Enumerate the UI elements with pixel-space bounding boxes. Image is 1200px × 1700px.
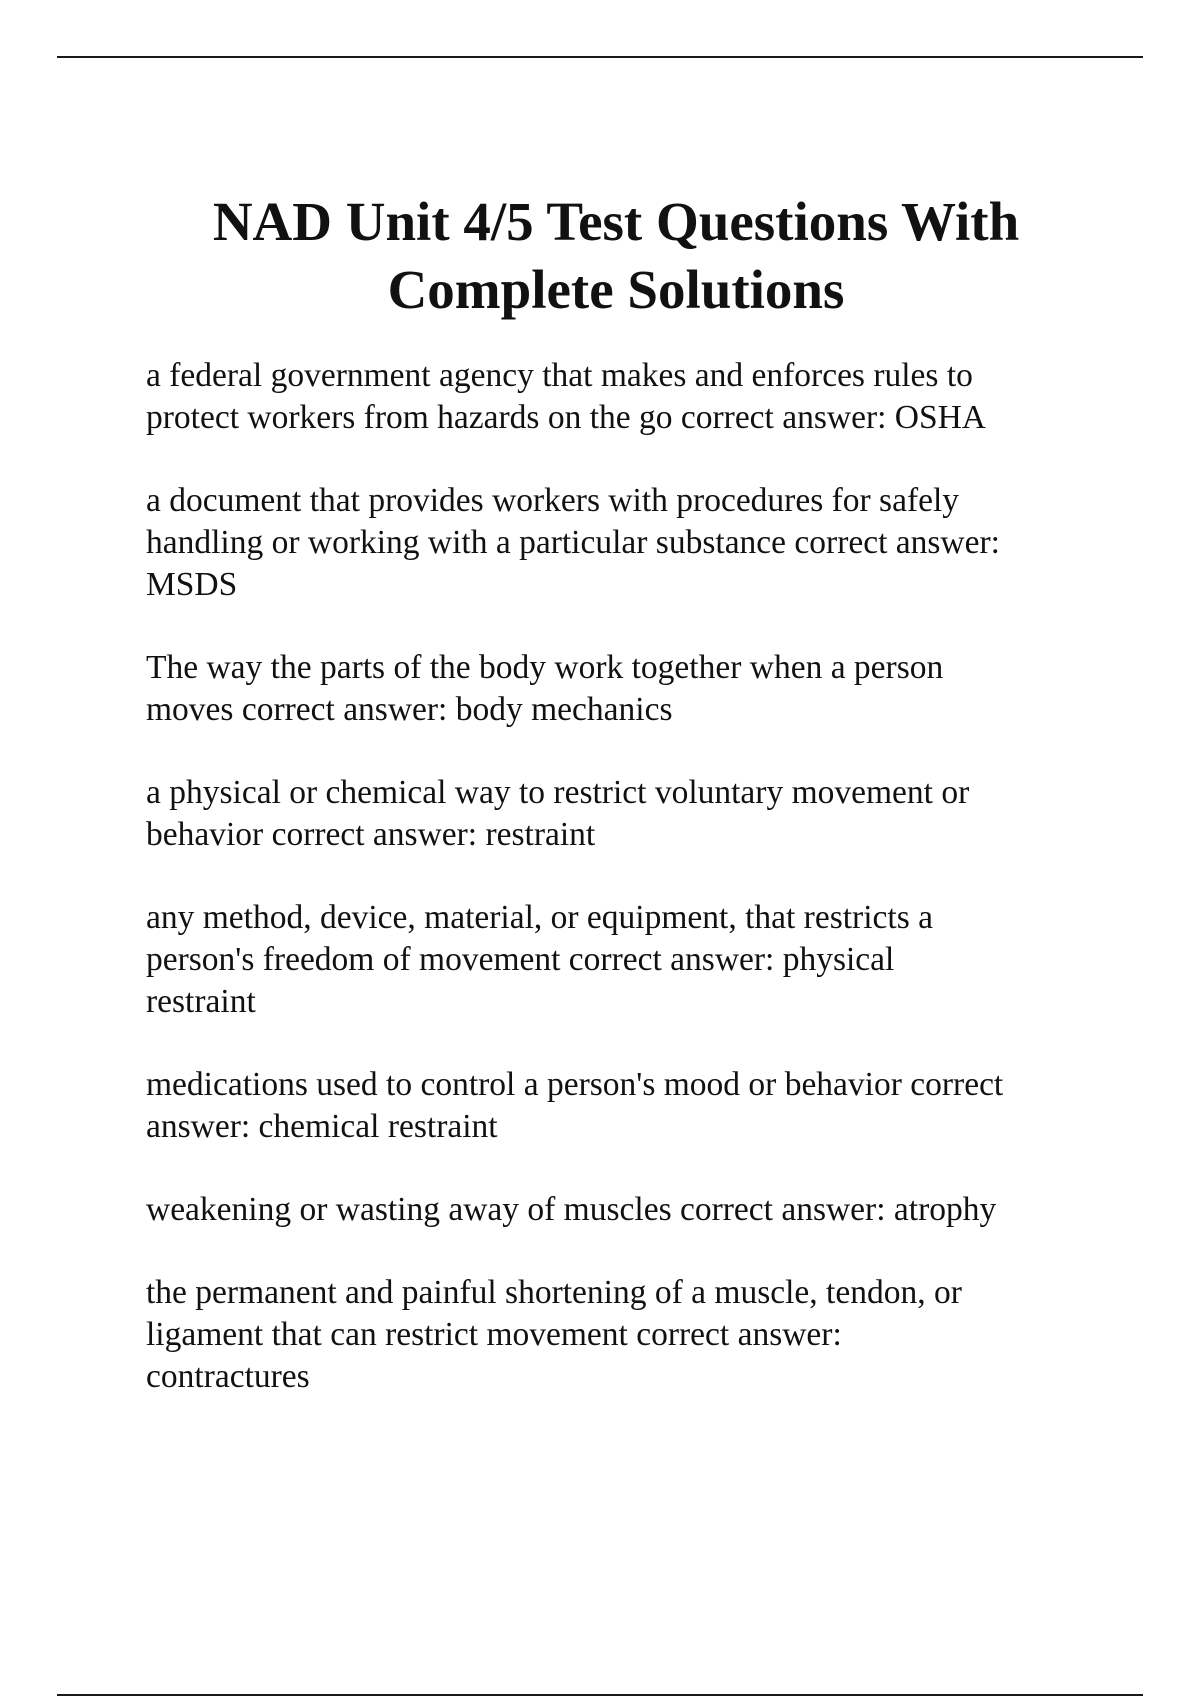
qa-text-line: any method, device, material, or equipment, that restricts a	[146, 899, 933, 936]
bottom-rule	[57, 1694, 1143, 1696]
qa-text-line: The way the parts of the body work together when a person	[146, 649, 944, 686]
qa-text-line: ligament that can restrict movement correct answer:	[146, 1316, 842, 1353]
qa-text-line: answer: chemical restraint	[146, 1108, 498, 1145]
qa-text-line: handling or working with a particular substance correct answer:	[146, 524, 1000, 561]
qa-text-line: MSDS	[146, 566, 238, 603]
qa-item	[146, 1189, 1106, 1231]
qa-text-line: weakening or wasting away of muscles correct answer: atrophy	[146, 1191, 997, 1228]
page-title	[0, 188, 1200, 324]
title-line: NAD Unit 4/5 Test Questions With	[212, 191, 1020, 252]
qa-text-line: contractures	[146, 1358, 310, 1395]
qa-item	[146, 480, 1106, 606]
qa-text-line: medications used to control a person's mood or behavior correct	[146, 1066, 1004, 1103]
qa-item	[146, 897, 1106, 1023]
qa-text-line: behavior correct answer: restraint	[146, 816, 596, 853]
qa-text-line: moves correct answer: body mechanics	[146, 691, 673, 728]
qa-item	[146, 1272, 1106, 1398]
qa-text-line: a federal government agency that makes and enforces rules to	[146, 357, 973, 394]
qa-item	[146, 647, 1106, 731]
qa-text-line: restraint	[146, 983, 256, 1020]
qa-text-line: person's freedom of movement correct answer: physical	[146, 941, 895, 978]
qa-item	[146, 1064, 1106, 1148]
qa-text-line: a physical or chemical way to restrict voluntary movement or	[146, 774, 970, 811]
qa-text-line: the permanent and painful shortening of a muscle, tendon, or	[146, 1274, 962, 1311]
title-line: Complete Solutions	[387, 259, 845, 320]
qa-item	[146, 772, 1106, 856]
qa-item	[146, 355, 1106, 439]
top-rule	[57, 56, 1143, 58]
question-answer-list	[146, 355, 1106, 1439]
qa-text-line: a document that provides workers with procedures for safely	[146, 482, 960, 519]
qa-text-line: protect workers from hazards on the go correct answer: OSHA	[146, 399, 987, 436]
